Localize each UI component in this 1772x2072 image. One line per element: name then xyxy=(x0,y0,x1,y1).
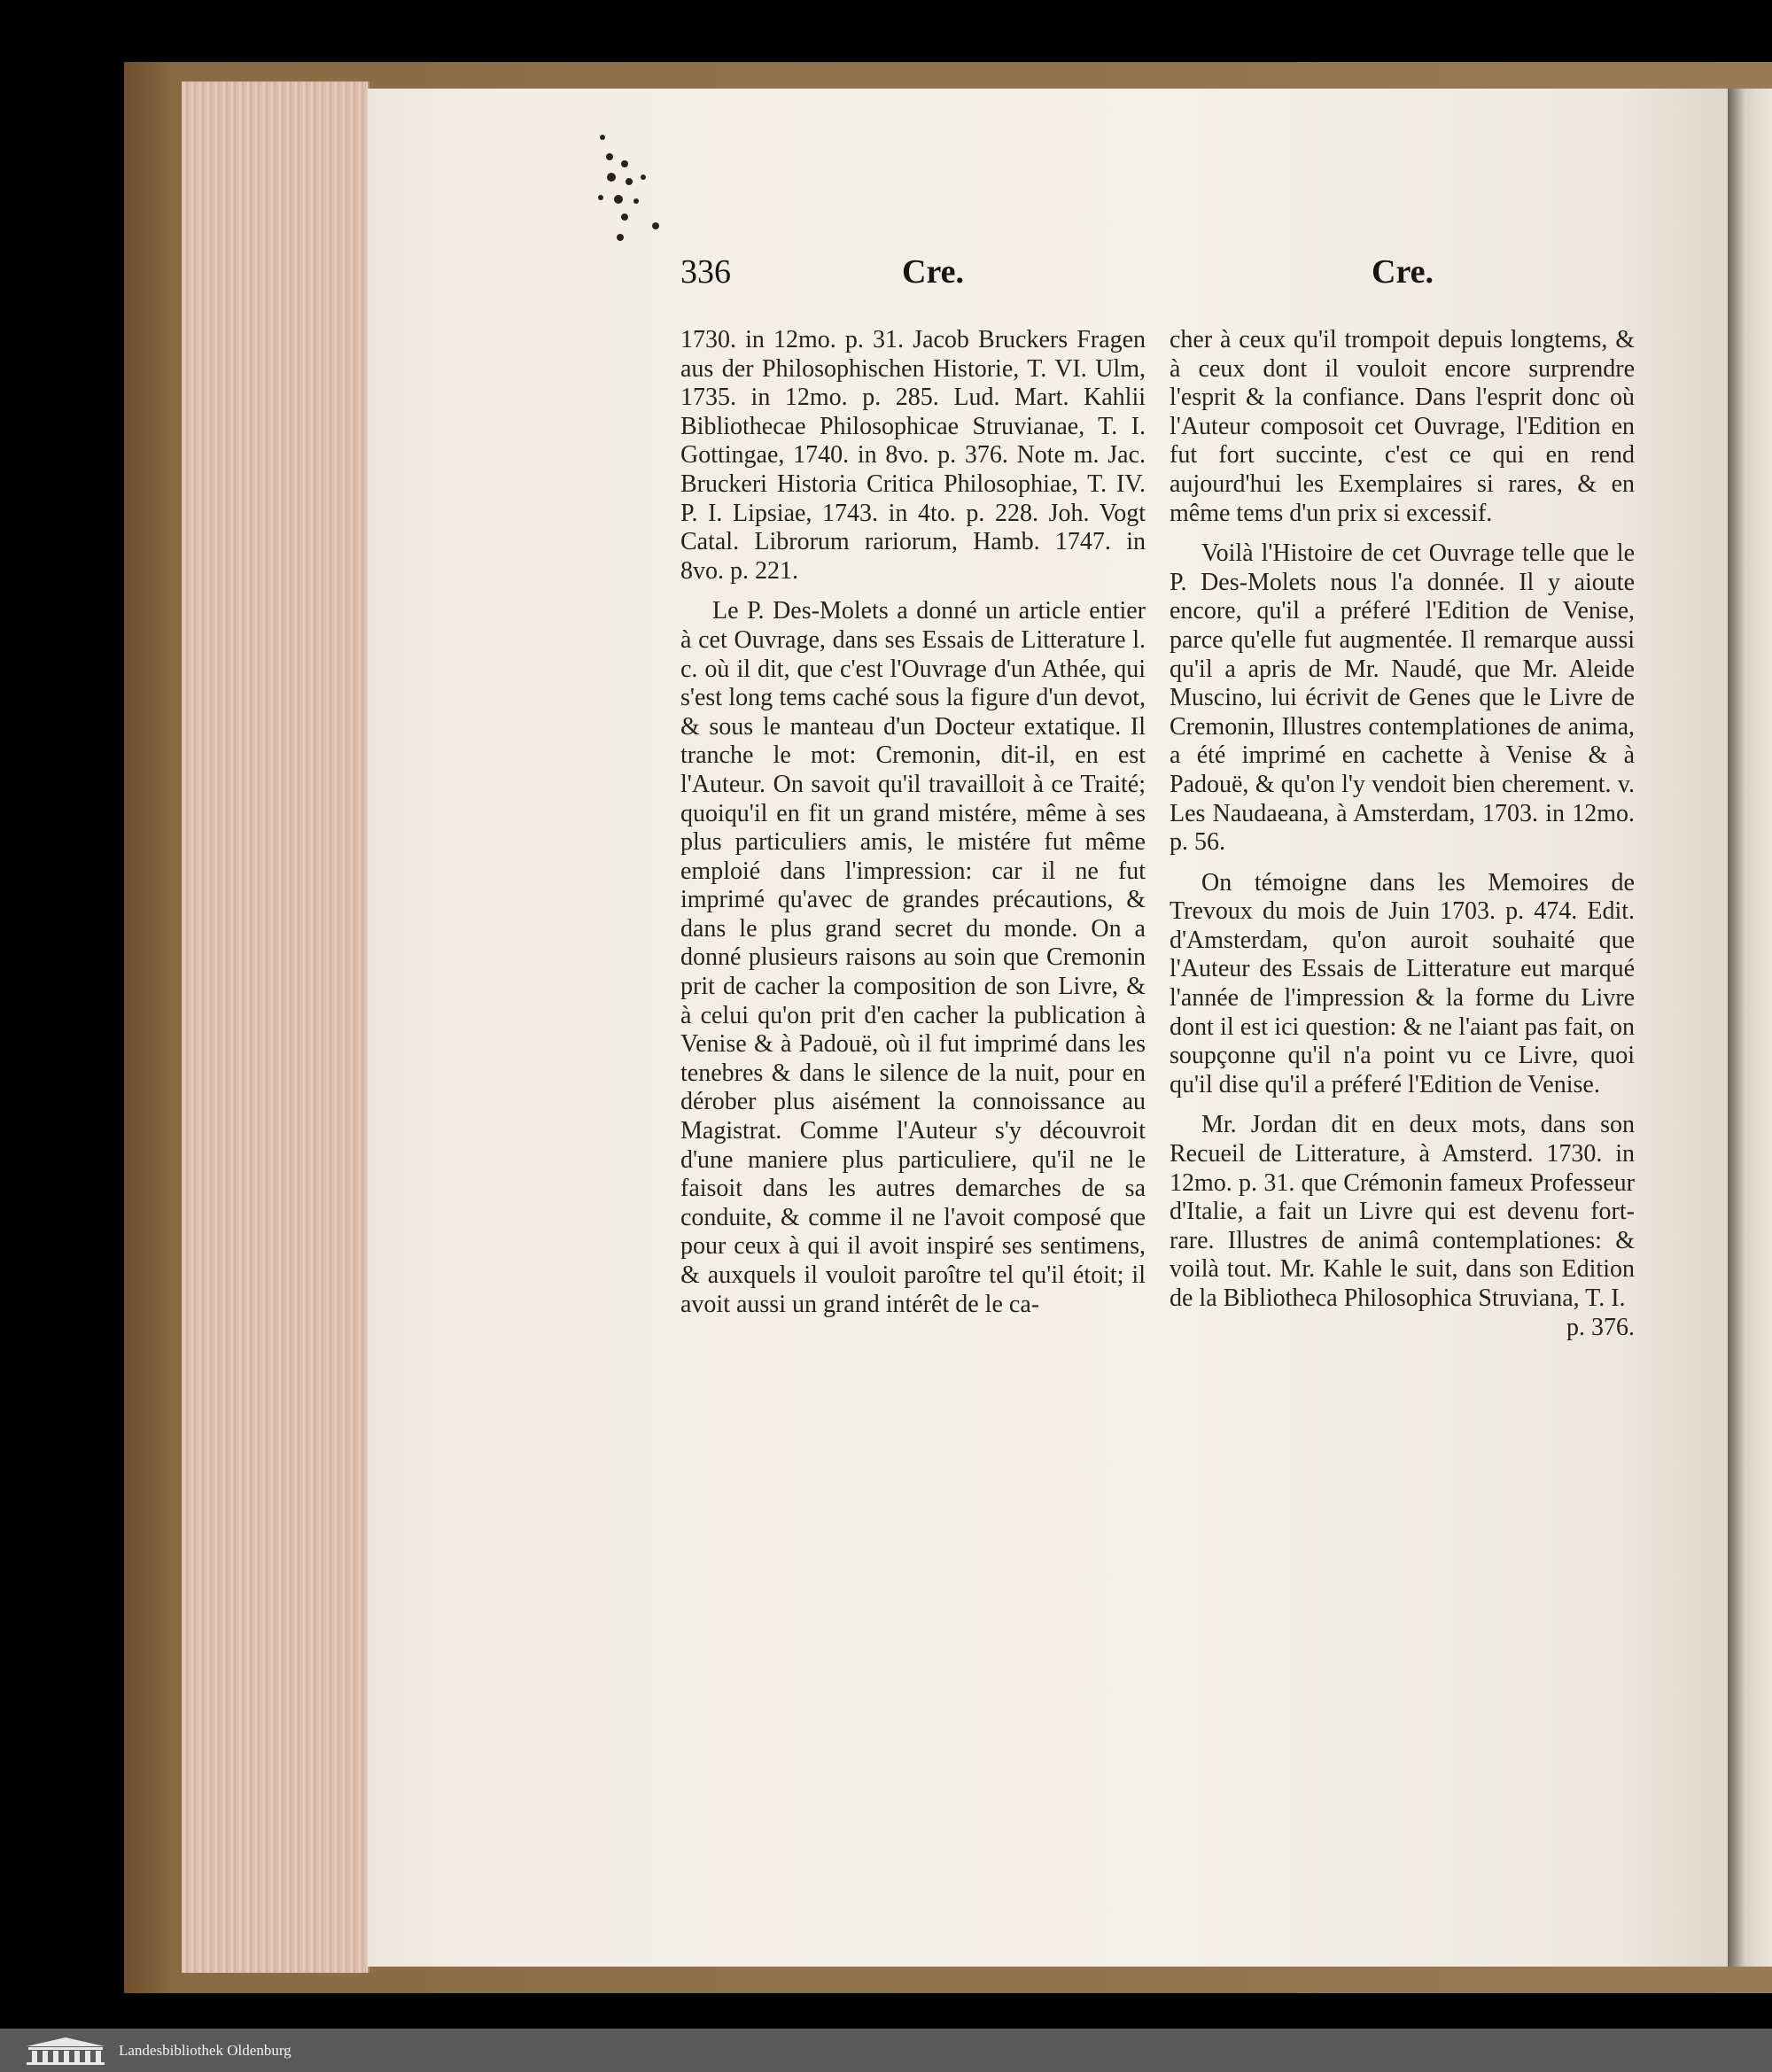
library-building-icon xyxy=(25,2036,106,2066)
paragraph: Mr. Jordan dit en deux mots, dans son Recueil de Litterature, à Amsterd. 1730. in 12mo. p. 31. que Crémonin fameux Professeur d'Italie, a fait un Livre qui est devenu fort-rare. Illustres de animâ contemplationes: & voilà tout. Mr. Kahle le suit, dans son Edition de la Bibliotheca Philosophica Struviana, T. I. xyxy=(1170,1111,1635,1312)
left-text-column xyxy=(680,326,1146,1331)
paragraph: Le P. Des-Molets a donné un article entier à cet Ouvrage, dans ses Essais de Litterature l. c. où il dit, que c'est l'Ouvrage d'un Athée, qui s'est long tems caché sous la figure d'un devot, & sous le manteau d'un Docteur extatique. Il tranche le mot: Cremonin, dit-il, en est l'Auteur. On savoit qu'il travailloit à ce Traité; quoiqu'il en fit un grand mistére, même à ses plus particuliers amis, le mistére fut même emploié dans l'impression: car il ne fut imprimé qu'avec de grandes précautions, & dans le plus grand secret du monde. On a donné plusieurs raisons au soin que Cremonin prit de cacher la composition de son Livre, & à celui qu'on prit d'en cacher la publication à Venise & à Padouë, où il fut imprimé dans les tenebres & dans le silence de la nuit, pour en dérober plus aisément la connoissance au Magistrat. Comme l'Auteur s'y découvroit d'une maniere plus particuliere, qu'il ne le faisoit dans les autres demarches de sa conduite, & comme il ne l'avoit composé que pour ceux à qui il avoit inspiré ses sentimens, & auxquels il vouloit paroître tel qu'il étoit; il avoit aussi un grand intérêt de le ca- xyxy=(680,597,1146,1318)
paragraph: On témoigne dans les Memoires de Trevoux du mois de Juin 1703. p. 474. Edit. d'Amsterdam, qu'on auroit souhaité que l'Auteur des Essais de Litterature eut marqué l'année de l'impression & la forme du Livre dont il est ici question: & ne l'aiant pas fait, on soupçonne qu'il n'a point vu ce Livre, quoi qu'il dise qu'il a préferé l'Edition de Venise. xyxy=(1170,868,1635,1098)
paragraph: Voilà l'Histoire de cet Ouvrage telle que le P. Des-Molets nous l'a donnée. Il y aioute encore, qu'il a préferé l'Edition de Venise, parce qu'elle fut augmentée. Il remarque aussi qu'il a apris de Mr. Naudé, que Mr. Aleide Muscino, lui écrivit de Genes que le Livre de Cremonin, Illustres contemplationes de anima, a été imprimé en cachette à Venise & à Padouë, & qu'on l'y vendoit bien cherement. v. Les Naudaeana, à Amsterdam, 1703. in 12mo. p. 56. xyxy=(1170,539,1635,857)
facing-page-edge xyxy=(1728,89,1772,1967)
running-head-left: Cre. xyxy=(902,253,964,291)
paragraph: 1730. in 12mo. p. 31. Jacob Bruckers Fragen aus der Philosophischen Historie, T. VI. Ulm, 1735. in 12mo. p. 285. Lud. Mart. Kahlii Bibliothecae Philosophicae Struvianae, T. I. Gottingae, 1740. in 8vo. p. 376. Note m. Jac. Bruckeri Historia Critica Philosophiae, T. IV. P. I. Lipsiae, 1743. in 4to. p. 228. Joh. Vogt Catal. Librorum rariorum, Hamb. 1747. in 8vo. p. 221. xyxy=(680,326,1146,585)
running-head-right: Cre. xyxy=(1372,253,1434,291)
ink-specks xyxy=(585,93,673,261)
paragraph-end: p. 376. xyxy=(1566,1313,1635,1341)
right-text-column xyxy=(1170,326,1635,1342)
page-number: 336 xyxy=(680,253,731,291)
library-name: Landesbibliothek Oldenburg xyxy=(119,2041,291,2059)
footer-bar xyxy=(0,2029,1772,2072)
paragraph: cher à ceux qu'il trompoit depuis longtems, & à ceux dont il vouloit encore surprendre l'esprit & la confiance. Dans l'esprit donc où l'Auteur composoit cet Ouvrage, l'Edition en fut fort succinte, c'est ce qui en rend aujourd'hui les Exemplaires si rares, & en même tems d'un prix si excessif. xyxy=(1170,326,1635,527)
page-block-edge xyxy=(182,81,369,1973)
